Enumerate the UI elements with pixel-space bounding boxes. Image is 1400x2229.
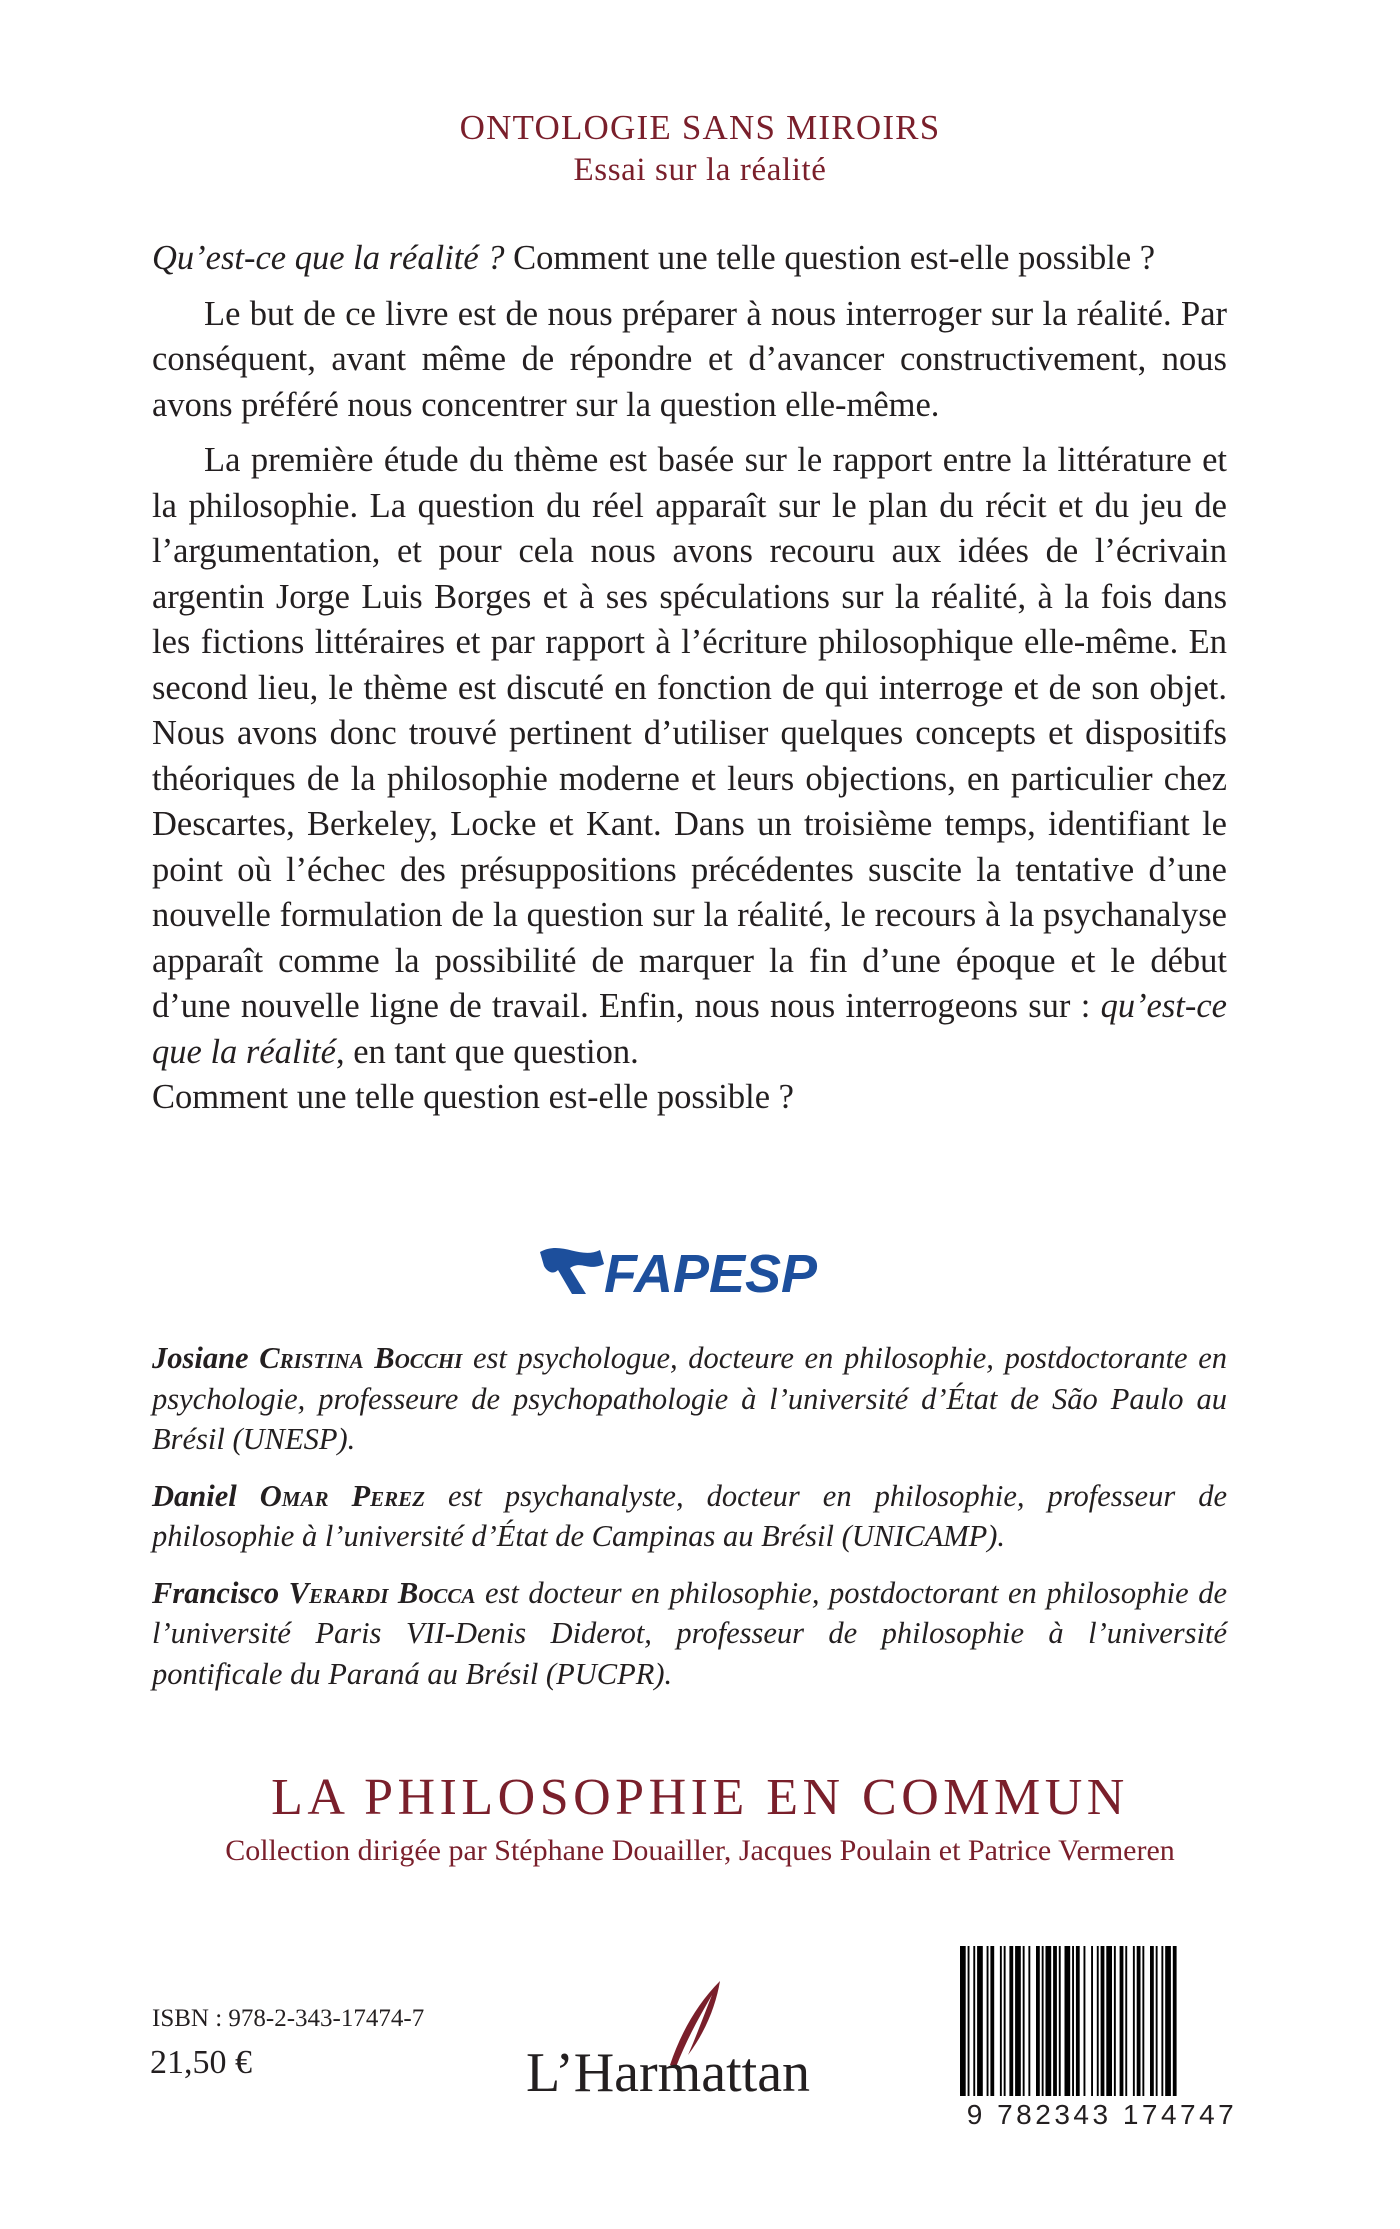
paragraph-1-rest: Comment une telle question est-elle possible ?: [504, 239, 1156, 277]
barcode-bar: [1106, 1946, 1112, 2096]
barcode-bar: [1125, 1946, 1127, 2096]
series-name: LA PHILOSOPHIE EN COMMUN: [271, 1769, 1129, 1826]
barcode-bar: [1150, 1946, 1154, 2096]
barcode-bar: [1076, 1946, 1080, 2096]
barcode-bar: [1065, 1946, 1071, 2096]
back-cover-text: [152, 236, 1227, 1131]
paragraph-4: Comment une telle question est-elle possible ?: [152, 1078, 794, 1116]
barcode-bar: [1156, 1946, 1158, 2096]
barcode-bar: [1091, 1946, 1093, 2096]
author-bio-1: [152, 1338, 1227, 1460]
author-description: est psychanalyste, docteur en philosophie, professeur de philosophie à l’université d’État de Campinas au Brésil (UNICAMP).: [152, 1478, 1227, 1553]
publisher-name: L’Harmattan: [526, 2042, 811, 2104]
barcode-bar: [1036, 1946, 1040, 2096]
barcode-bar: [1000, 1946, 1002, 2096]
barcode-bar: [1161, 1946, 1163, 2096]
book-subtitle: Essai sur la réalité: [573, 152, 827, 188]
barcode-bar: [1165, 1946, 1171, 2096]
question-italic: Qu’est-ce que la réalité ?: [152, 239, 505, 277]
barcode-bar: [1101, 1946, 1105, 2096]
author-last-name: Verardi Bocca: [288, 1575, 476, 1610]
barcode-bar: [977, 1946, 983, 2096]
barcode-bar: [1053, 1946, 1057, 2096]
barcode-bar: [1084, 1946, 1086, 2096]
price: 21,50 €: [150, 2044, 252, 2081]
barcode-bar: [1004, 1946, 1006, 2096]
barcode-bar: [968, 1946, 970, 2096]
author-bio-2: [152, 1476, 1227, 1557]
barcode-bar: [1114, 1946, 1116, 2096]
author-last-name: Cristina Bocchi: [259, 1341, 463, 1375]
isbn: ISBN : 978-2-343-17474-7: [152, 2005, 425, 2032]
author-description: est psychologue, docteure en philosophie, postdoctorante en psychologie, professeure de psychopathologie à l’université d’État de São Paulo au Brésil (UNESP).: [152, 1341, 1228, 1456]
paragraph-1: [152, 236, 1227, 282]
barcode-bar: [1009, 1946, 1013, 2096]
barcode-bar: [1142, 1946, 1144, 2096]
barcode-bar: [990, 1946, 994, 2096]
barcode-bar: [1097, 1946, 1099, 2096]
publisher-logo: [520, 1975, 860, 2110]
barcode-bar: [1059, 1946, 1061, 2096]
author-first-name: Josiane: [152, 1341, 260, 1375]
paragraph-2: Le but de ce livre est de nous préparer à nous interroger sur la réalité. Par conséquent, avant même de répondre et d’avancer constructivement, nous avons préféré nous concentrer sur la question elle-même.: [152, 294, 1227, 424]
barcode-bar: [1023, 1946, 1025, 2096]
barcode-bar: [1137, 1946, 1141, 2096]
barcode-bar: [987, 1946, 989, 2096]
flag-icon: [540, 1248, 604, 1294]
book-title: ONTOLOGIE SANS MIROIRS: [459, 108, 941, 147]
series-editors: Collection dirigée par Stéphane Douailler, Jacques Poulain et Patrice Vermeren: [225, 1834, 1175, 1867]
fapesp-logo-text: FAPESP: [604, 1244, 818, 1304]
paragraph-3-italic: qu’est-ce que la réalité: [152, 987, 1227, 1071]
author-first-name: Daniel: [152, 1478, 260, 1513]
barcode-bar: [1072, 1946, 1074, 2096]
barcode-bar: [973, 1946, 975, 2096]
fapesp-logo: [534, 1230, 854, 1310]
author-last-name: Omar Perez: [259, 1478, 425, 1513]
barcode-bar: [1133, 1946, 1135, 2096]
barcode-bar: [1173, 1946, 1177, 2096]
author-first-name: Francisco: [152, 1575, 289, 1610]
paragraph-3-main: La première étude du thème est basée sur le rapport entre la littérature et la philosophie. La question du réel apparaît sur le plan du récit et du jeu de l’argumentation, et pour cela nous avons recouru aux idées de l’écrivain argentin Jorge Luis Borges et à ses spéculations sur la réalité, à la fois dans les fictions littéraires et par rapport à l’écriture philosophique elle-même. En second lieu, le thème est discuté en fonction de qui interroge et de son objet. Nous avons donc trouvé pertinent d’utiliser quelques concepts et dispositifs théoriques de la philosophie moderne et leurs objections, en particulier chez Descartes, Berkeley, Locke et Kant. Dans un troisième temps, identifiant le point où l’échec des présuppositions précédentes suscite la tentative d’une nouvelle formulation de la question sur la réalité, le recours à la psychanalyse apparaît comme la possibilité de marquer la fin d’une époque et le début d’une nouvelle ligne de travail. Enfin, nous nous interrogeons sur :: [152, 441, 1227, 1025]
barcode-bar: [1120, 1946, 1124, 2096]
barcode-number: 9 782343 174747: [956, 2098, 1248, 2132]
paragraph-3: [152, 438, 1227, 1121]
barcode-bar: [1028, 1946, 1030, 2096]
barcode-bar: [1046, 1946, 1052, 2096]
paragraph-3-end: , en tant que question.: [335, 1032, 639, 1071]
author-bio-3: [152, 1573, 1227, 1695]
author-bios: [152, 1338, 1227, 1710]
barcode-bar: [1042, 1946, 1044, 2096]
barcode-bar: [1015, 1946, 1021, 2096]
author-description: est docteur en philosophie, postdoctorant en philosophie de l’université Paris VII-Denis Diderot, professeur de philosophie à l’université pontificale du Paraná au Brésil (PUCPR).: [152, 1575, 1228, 1691]
barcode-bar: [960, 1946, 966, 2096]
